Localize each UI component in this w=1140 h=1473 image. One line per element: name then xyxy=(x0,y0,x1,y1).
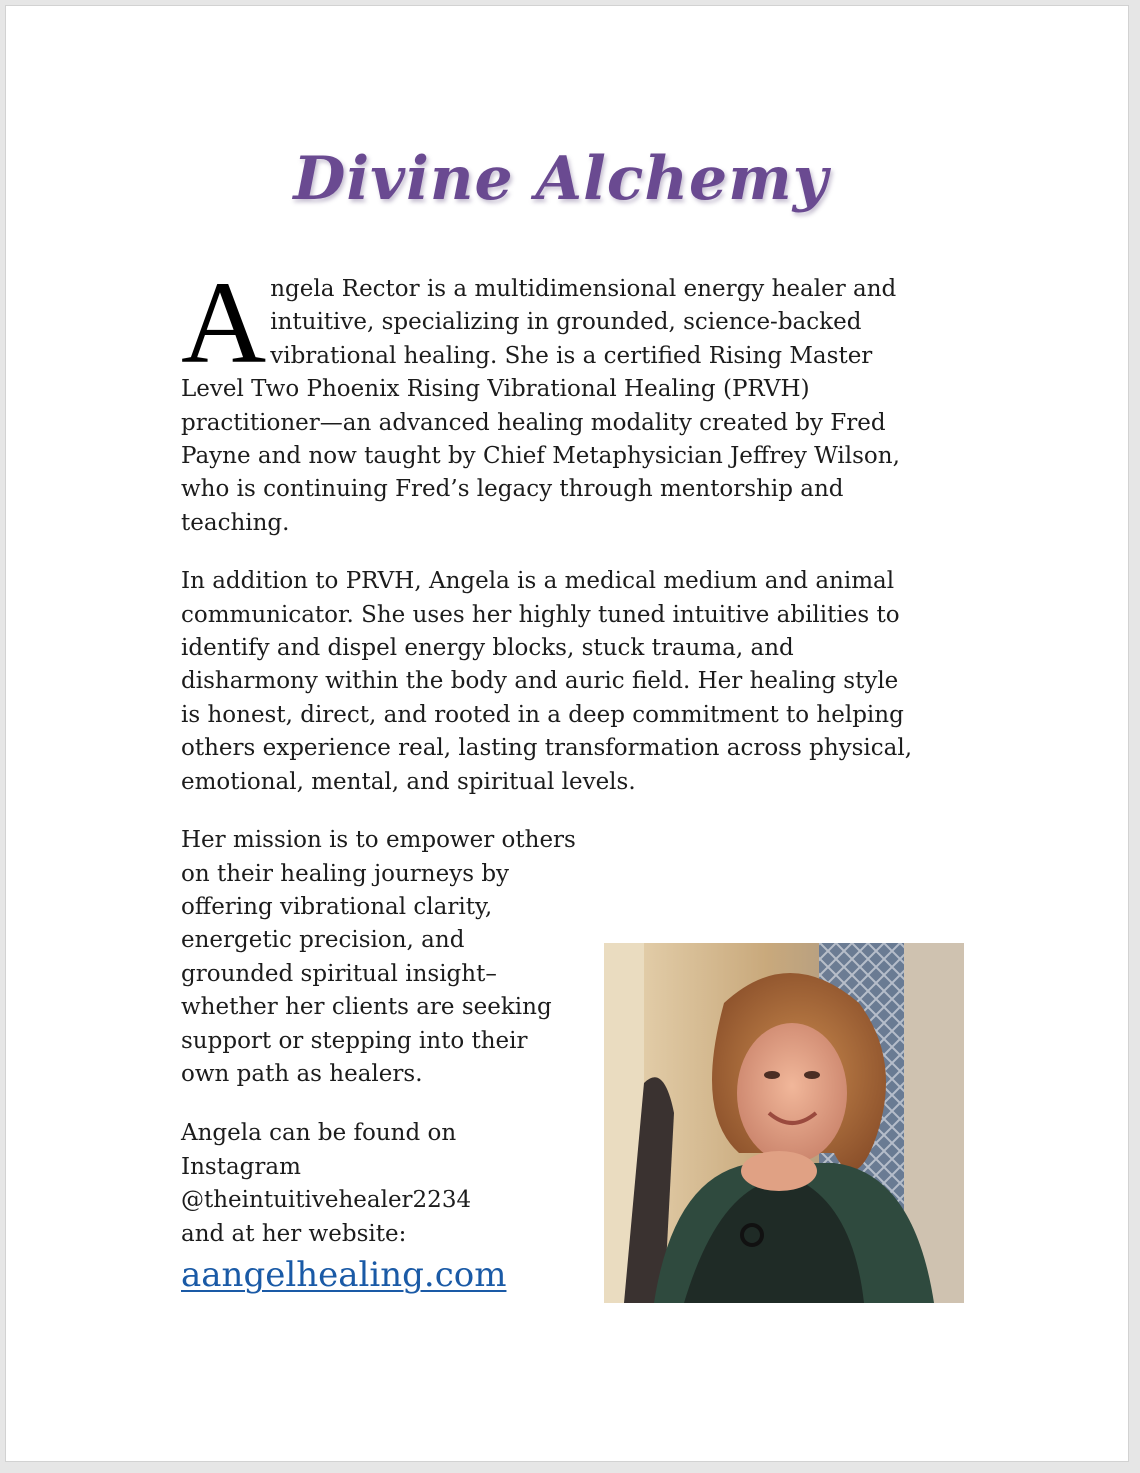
intro-paragraph xyxy=(181,257,916,540)
contact-line-found-on: Angela can be found on xyxy=(181,1120,457,1147)
drop-cap: A xyxy=(181,257,267,388)
document-page xyxy=(5,5,1129,1462)
page-title: Divine Alchemy xyxy=(293,144,829,214)
contact-line-website: and at her website: xyxy=(181,1220,407,1247)
article-body xyxy=(181,257,916,1297)
website-link[interactable]: aangelhealing.com xyxy=(181,1254,507,1295)
portrait-photo xyxy=(604,943,964,1303)
paragraph-abilities: In addition to PRVH, Angela is a medical medium and animal communicator. She uses her highly tuned intuitive abilities to identify and dispel energy blocks, stuck trauma, and disharmony within the body and auric field. Her healing style is honest, direct, and rooted in a deep commitment to helping others experience real, lasting transformation across physical, emotional, mental, and spiritual levels. xyxy=(181,568,913,795)
intro-text: ngela Rector is a multidimensional energy healer and intuitive, specializing in grounded, science-backed vibrational healing. She is a certified Rising Master Level Two Phoenix Rising Vibrational Healing (PRVH) practitioner—an advanced healing modality created by Fred Payne and now taught by Chief Metaphysician Jeffrey Wilson, who is continuing Fred’s legacy through mentorship and teaching. xyxy=(181,276,900,536)
contact-line-instagram: Instagram xyxy=(181,1153,301,1180)
instagram-handle: @theintuitivehealer2234 xyxy=(181,1187,472,1214)
mission-text: Her mission is to empower others on their healing journeys by offering vibrational clarity, energetic precision, and grounded spiritual insight–whether her clients are seeking support or stepping into their own path as healers. xyxy=(181,827,576,1087)
contact-block xyxy=(181,1117,581,1297)
